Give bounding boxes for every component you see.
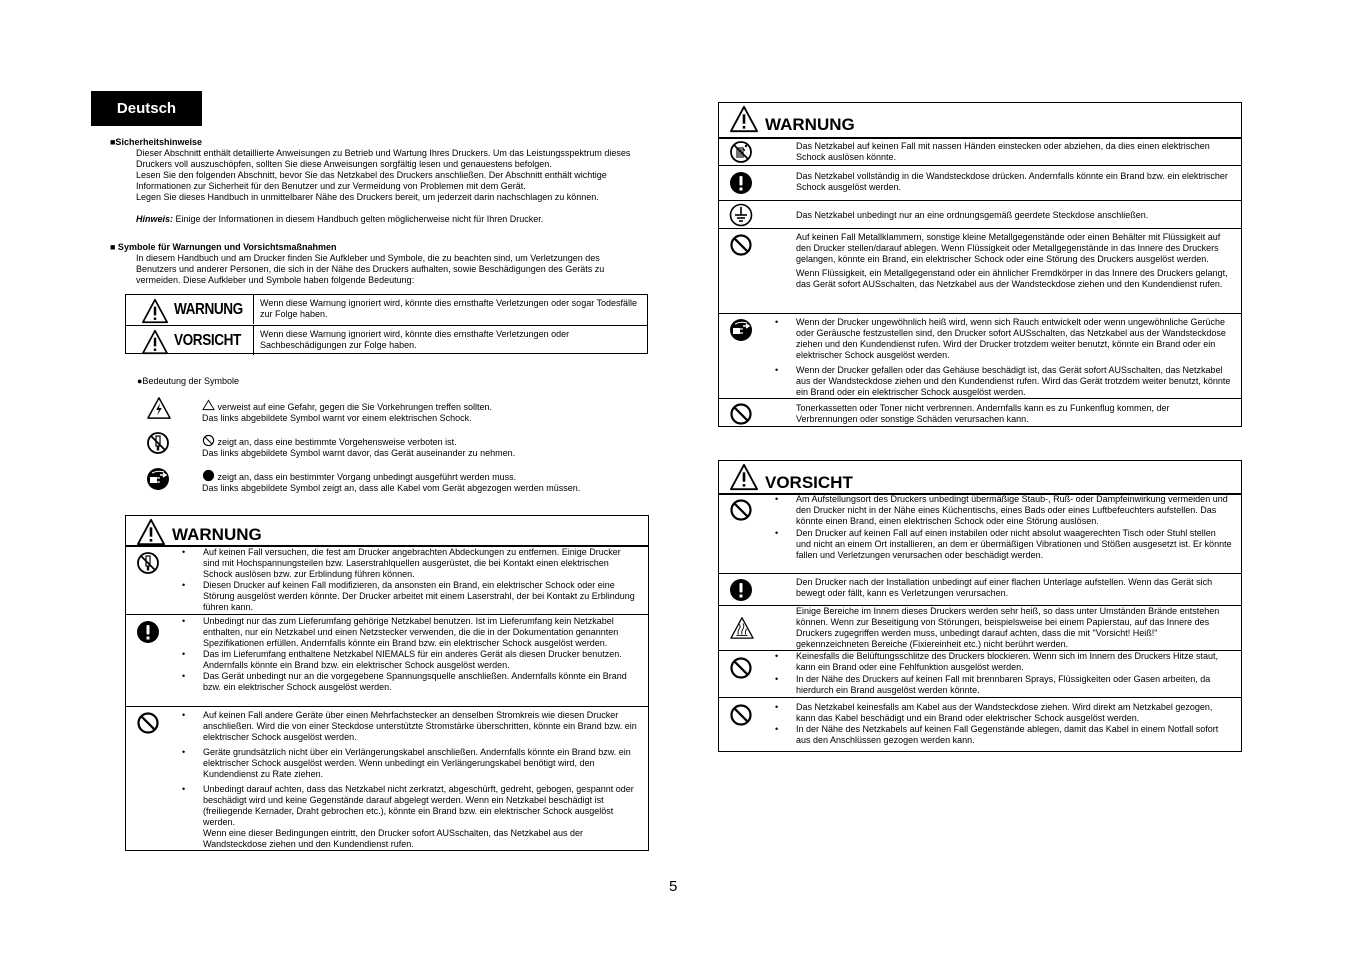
caution-row: Einige Bereiche im Innern dieses Druckers werden sehr heiß, so dass unter Umständen Brände entstehen können. Wenn zur Beseitigung von Störungen, beispielsweise bei einem Papierstau, auf das Innere des Druckers zugegriffen werden muss, unbedingt darauf achten, dass die mit "Vorsicht! Heiß!" gekennzeichneten Bereiche (Fixiereinheit etc.) nicht berührt werden. [719, 605, 1241, 651]
warning-item: • Diesen Drucker auf keinen Fall modifizieren, da ansonsten ein Brand, ein elektrischer Schock oder eine Störung ausgelöst werden könnte. Der Drucker arbeitet mit einem Laserstrahl, der bei Kontakt zu Erblindung führen kann. [182, 580, 635, 612]
caution-item: • In der Nähe des Druckers auf keinen Fall mit brennbaren Sprays, Flüssigkeiten oder Gasen arbeiten, da hierdurch ein Brand ausgelöst werden könnte. [775, 674, 1211, 695]
legend-warning-text: Wenn diese Warnung ignoriert wird, könnte dies ernsthafte Verletzungen oder sogar Todesfälle zur Folge haben. [260, 298, 638, 319]
mandatory-icon [729, 578, 753, 602]
symbols-line: vermeiden. Diese Aufkleber und Symbole haben folgende Bedeutung: [136, 275, 415, 285]
warning-item: • Das im Lieferumfang enthaltene Netzkabel NIEMALS für ein anderes Gerät als diesen Drucker benutzen. Andernfalls könnte ein Brand bzw. ein elektrischer Schock ausgelöst werden. [182, 649, 622, 670]
unplug-icon [729, 318, 753, 342]
prohibition-icon [729, 233, 753, 257]
no-disassemble-icon [146, 431, 170, 455]
caution-item: • In der Nähe des Netzkabels auf keinen Fall Gegenstände ablegen, damit das Kabel in einem Notfall sofort aus den Anschlüssen gezogen werden kann. [775, 724, 1219, 745]
caution-row: Den Drucker nach der Installation unbedingt auf einer flachen Unterlage aufstellen. Wenn das Gerät sich bewegt oder fällt, kann es Verletzungen verursachen. [719, 573, 1241, 606]
no-disassemble-icon [136, 551, 160, 575]
warning-triangle-icon [136, 518, 166, 546]
mandatory-icon [729, 171, 753, 195]
safety-line: Druckers voll auszuschöpfen, sollten Sie diese Anweisungen sorgfältig lesen und genauestens befolgen. [136, 159, 552, 169]
electric-shock-icon [146, 396, 172, 420]
warning-triangle-icon [729, 463, 759, 491]
warning-row: Das Netzkabel unbedingt nur an eine ordnungsgemäß geerdete Steckdose anschließen. [719, 200, 1241, 229]
symbols-heading: ■ Symbole für Warnungen und Vorsichtsmaßnahmen [110, 242, 337, 252]
warning-item: • Unbedingt nur das zum Lieferumfang gehörige Netzkabel benutzen. Ist im Lieferumfang kein Netzkabel enthalten, nur ein Netzkabel und einen Netzstecker verwenden, die die in der Dokumentation genannten Spezifikationen erfüllen. Andernfalls könnte ein Brand bzw. ein elektrischer Schock ausgelöst werden. [182, 616, 619, 648]
safety-line: Informationen zur Sicherheit für den Benutzer und zur Vermeidung von Problemen mit dem Gerät. [136, 181, 526, 191]
meaning-text: verweist auf eine Gefahr, gegen die Sie Vorkehrungen treffen sollten. [215, 402, 493, 412]
warning-box-left [125, 515, 649, 851]
safety-line: Dieser Abschnitt enthält detaillierte Anweisungen zu Betrieb und Wartung Ihres Druckers. Um das Leistungsspektrum dieses [136, 148, 631, 158]
meaning-text: Das links abgebildete Symbol warnt vor einem elektrischen Schock. [202, 413, 472, 423]
meaning-text: zeigt an, dass ein bestimmter Vorgang unbedingt ausgeführt werden muss. [215, 472, 517, 482]
warning-row [126, 706, 648, 851]
signal-word-legend [125, 294, 648, 354]
caution-item: • Das Netzkabel keinesfalls am Kabel aus der Wandsteckdose ziehen. Wird direkt am Netzkabel gezogen, kann das Kabel beschädigt und ein Brand oder elektrischer Schock ausgelöst werden. [775, 702, 1213, 723]
triangle-symbol-icon [202, 399, 215, 411]
ground-icon [729, 203, 753, 227]
warning-item: • Auf keinen Fall andere Geräte über einen Mehrfachstecker an denselben Stromkreis wie diesen Drucker anschließen. Wird die von einer Steckdose unterstützte Stromstärke überschritten, könnte ein Brand bzw. ein elektrischer Schock ausgelöst werden. [182, 710, 637, 742]
language-tab: Deutsch [91, 91, 202, 126]
legend-caution-label: VORSICHT [174, 332, 241, 349]
caution-box-right [718, 460, 1242, 752]
warning-row [126, 545, 648, 615]
unplug-icon [146, 467, 170, 491]
mandatory-icon [136, 620, 160, 644]
warning-box-right [718, 102, 1242, 427]
note-label: Hinweis: [136, 214, 174, 224]
legend-caution-text: Wenn diese Warnung ignoriert wird, könnte dies ernsthafte Verletzungen oder Sachbeschädigungen zur Folge haben. [260, 329, 570, 350]
caution-row [719, 697, 1241, 752]
safety-section [110, 137, 680, 225]
warning-title: WARNUNG [172, 525, 262, 544]
prohibition-icon [136, 711, 160, 735]
hot-surface-icon [729, 616, 755, 640]
warning-item: • Wenn der Drucker gefallen oder das Gehäuse beschädigt ist, das Gerät sofort AUSschalten, das Netzkabel aus der Wandsteckdose ziehen und den Kundendienst rufen. Wird das Gerät trotzdem weiter benutzt, könnte ein Brand oder ein elektrischer Schock ausgelöst werden. [775, 365, 1231, 397]
meaning-text: Das links abgebildete Symbol warnt davor, das Gerät auseinander zu nehmen. [202, 448, 516, 458]
meaning-heading: ●Bedeutung der Symbole [137, 376, 240, 386]
warning-row: Tonerkassetten oder Toner nicht verbrennen. Andernfalls kann es zu Funkenflug kommen, der Verbrennungen oder sonstige Schäden verursachen kann. [719, 398, 1241, 427]
symbols-section [110, 242, 680, 286]
warning-row [126, 614, 648, 707]
page-number: 5 [669, 878, 678, 895]
warning-item: • Geräte grundsätzlich nicht über ein Verlängerungskabel anschließen. Andernfalls könnte ein Brand bzw. ein elektrischer Schock ausgelöst werden. Wenn unbedingt ein Verlängerungskabel benötigt wird, den Kundendienst zu Rate ziehen. [182, 747, 631, 779]
caution-item: • Keinesfalls die Belüftungsschlitze des Druckers blockieren. Wenn sich im Innern des Druckers Hitze staut, kann ein Brand oder eine Fehlfunktion ausgelöst werden. [775, 651, 1219, 672]
caution-item: • Am Aufstellungsort des Druckers unbedingt übermäßige Staub-, Ruß- oder Dampfeinwirkung vermeiden und den Drucker nicht in der Nähe eines Küchentischs, eines Bads oder eines Luftbefeuchters aufstellen. Das könnte einen Brand, einen elektrischen Schock oder eine Störung auslösen. [775, 494, 1228, 526]
warning-triangle-icon [140, 298, 170, 324]
prohibition-icon [729, 656, 753, 680]
warning-triangle-icon [729, 105, 759, 133]
prohibition-symbol-icon [202, 434, 215, 447]
caution-row [719, 650, 1241, 698]
warning-item: • Unbedingt darauf achten, dass das Netzkabel nicht zerkratzt, abgeschürft, gedreht, gebogen, gespannt oder beschädigt wird und keine Gegenstände darauf abgelegt werden. Wenn ein Netzkabel beschädigt ist (freiliegende Kernader, Draht gebrochen etc.), könnte ein Brand bzw. ein elektrischer Schock ausgelöst werden. [182, 784, 634, 827]
prohibition-icon [729, 703, 753, 727]
legend-row-caution [126, 325, 647, 355]
safety-line: Lesen Sie den folgenden Abschnitt, bevor Sie das Netzkabel des Druckers anschließen. Der Abschnitt enthält wichtige [136, 170, 607, 180]
warning-row: Auf keinen Fall Metallklammern, sonstige kleine Metallgegenstände oder einen Behälter mit Flüssigkeit auf den Drucker stellen/darauf ablegen. Wenn Flüssigkeit oder Metallgegenstände in das Innere des Druckers gelangen, könnte ein Brand, ein elektrischer Schock oder eine Störung des Druckers ausgelöst werden. Wenn Flüssigkeit, ein Metallgegenstand oder ein ähnlicher Fremdkörper in das Innere des Druckers gelangt, das Gerät sofort AUSschalten, das Netzkabel aus der Wandsteckdose ziehen und den Kundendienst rufen. [719, 228, 1241, 314]
warning-row [719, 313, 1241, 399]
warning-item-tail: Wenn eine dieser Bedingungen eintritt, den Drucker sofort AUSschalten, das Netzkabel aus der Wandsteckdose ziehen und den Kundendienst rufen. [203, 828, 584, 849]
warning-row: Das Netzkabel auf keinen Fall mit nassen Händen einstecken oder abziehen, da dies einen elektrischen Schock auslösen könnte. [719, 137, 1241, 166]
prohibition-icon [729, 498, 753, 522]
warning-item: • Auf keinen Fall versuchen, die fest am Drucker angebrachten Abdeckungen zu entfernen. Einige Drucker sind mit Hochspannungsteilen bzw. Laserstrahlquellen ausgerüstet, die bei Kontakt einen elektrischen Schock auslösen bzw. zur Erblindung führen können. [182, 547, 621, 579]
no-wet-hands-icon [729, 140, 753, 164]
caution-title: VORSICHT [765, 473, 853, 492]
safety-line: Legen Sie dieses Handbuch in unmittelbarer Nähe des Druckers bereit, um jederzeit darin nachschlagen zu können. [136, 192, 599, 202]
warning-item: • Das Gerät unbedingt nur an die vorgegebene Spannungsquelle anschließen. Andernfalls könnte ein Brand bzw. ein elektrischer Schock ausgelöst werden. [182, 671, 627, 692]
warning-triangle-icon [140, 329, 170, 355]
legend-warning-label: WARNUNG [174, 301, 243, 318]
warning-title: WARNUNG [765, 115, 855, 134]
note-text: Einige der Informationen in diesem Handbuch gelten möglicherweise nicht für Ihren Drucker. [173, 214, 544, 224]
legend-row-warning [126, 295, 647, 324]
warning-row: Das Netzkabel vollständig in die Wandsteckdose drücken. Andernfalls könnte ein Brand bzw. ein elektrischer Schock ausgelöst werden. [719, 165, 1241, 201]
prohibition-icon [729, 402, 753, 426]
meaning-text: zeigt an, dass eine bestimmte Vorgehensweise verboten ist. [215, 437, 457, 447]
warning-item: • Wenn der Drucker ungewöhnlich heiß wird, wenn sich Rauch entwickelt oder wenn ungewöhnliche Gerüche oder Geräusche festzustellen sind, den Drucker sofort AUSschalten, das Netzkabel aus der Wandsteckdose ziehen und den Kundendienst rufen. Wird der Drucker trotzdem weiter benutzt, könnte ein Brand oder ein elektrischer Schock ausgelöst werden. [775, 317, 1226, 360]
caution-item: • Den Drucker auf keinen Fall auf einen instabilen oder nicht absolut waagerechten Tisch oder Stuhl stellen und nicht an einem Ort installieren, an dem er übermäßigen Vibrationen und Stößen ausgesetzt ist. Er könnte fallen und Verletzungen verursachen oder beschädigt werden. [775, 528, 1232, 560]
meaning-text: Das links abgebildete Symbol zeigt an, dass alle Kabel vom Gerät abgezogen werden müssen. [202, 483, 581, 493]
symbols-line: In diesem Handbuch und am Drucker finden Sie Aufkleber und Symbole, die zu beachten sind, um Verletzungen des [136, 253, 600, 263]
safety-note [136, 214, 680, 225]
mandatory-symbol-icon [202, 469, 215, 482]
symbols-line: Benutzers und anderer Personen, die sich in der Nähe des Druckers aufhalten, sowie Beschädigungen des Geräts zu [136, 264, 605, 274]
safety-heading: ■Sicherheitshinweise [110, 137, 202, 147]
caution-row [719, 493, 1241, 574]
